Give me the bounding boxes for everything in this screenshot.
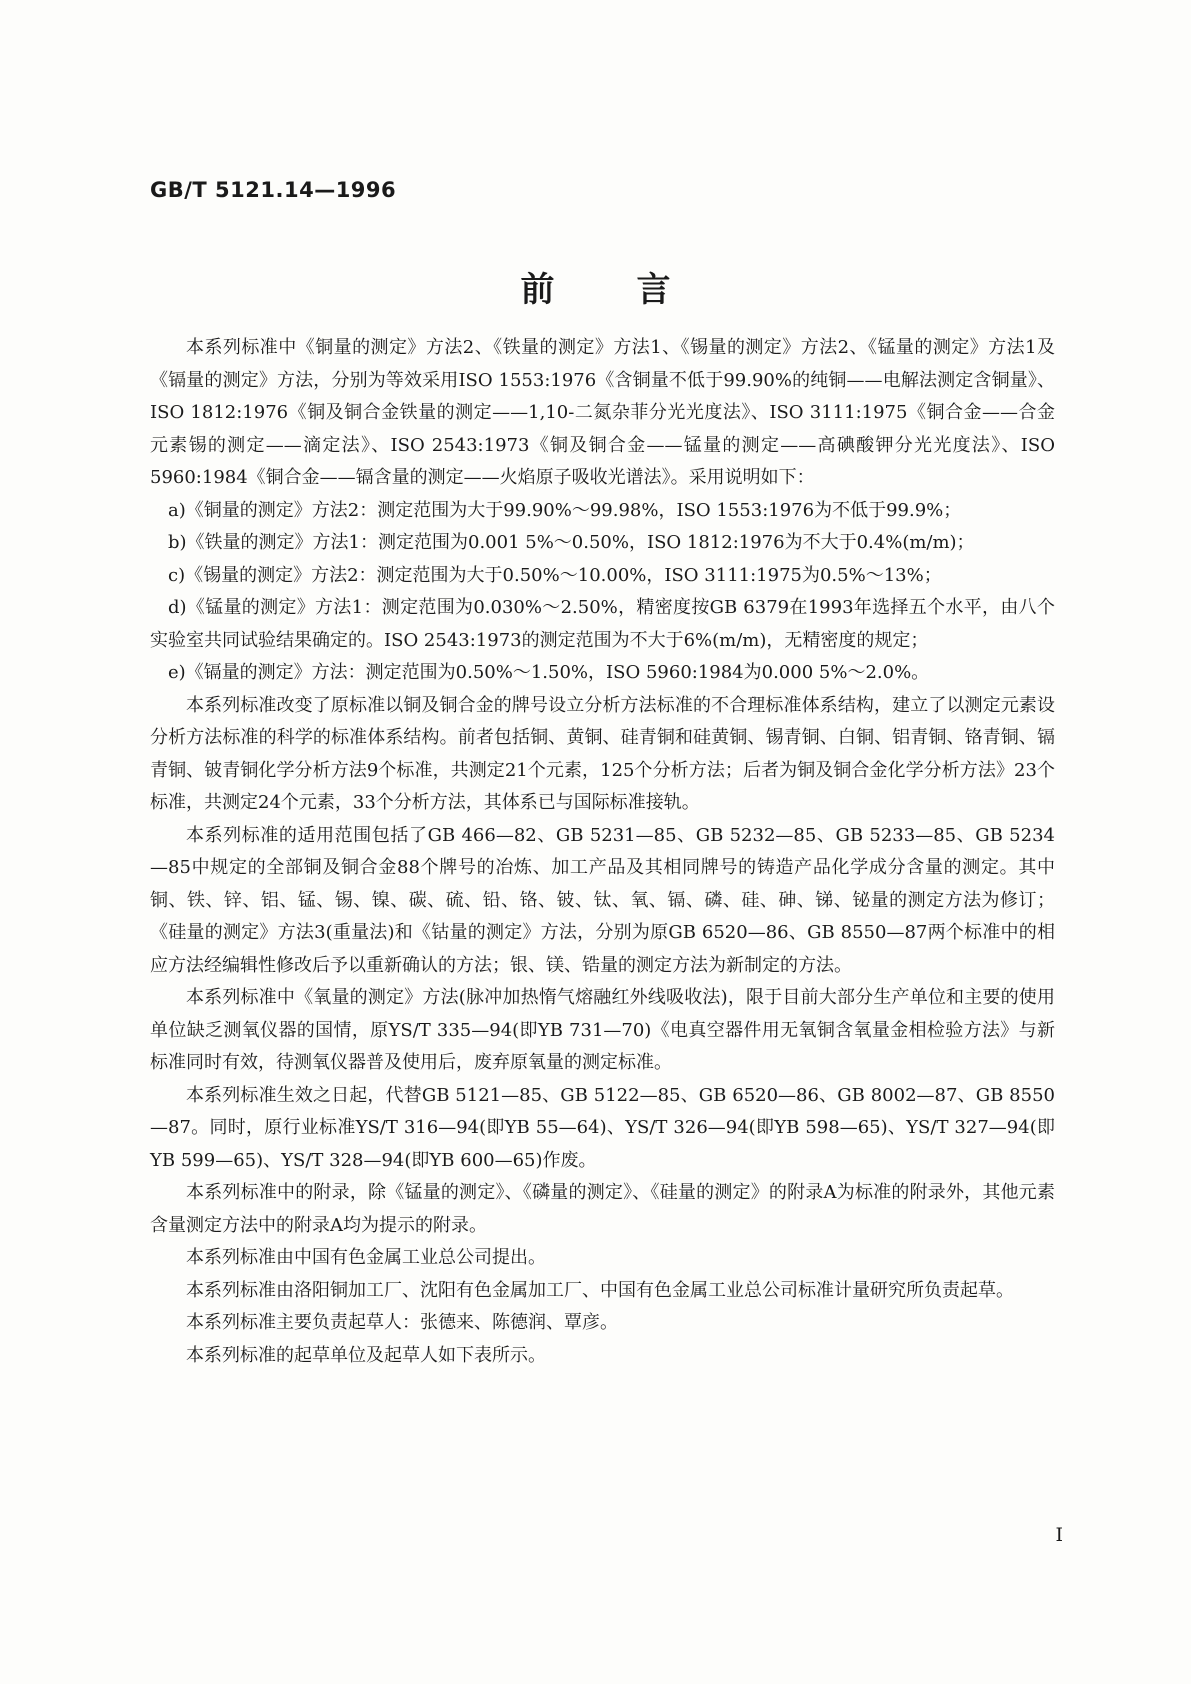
paragraph-proposer: 本系列标准由中国有色金属工业总公司提出。 xyxy=(186,1247,546,1268)
list-item-e: e)《镉量的测定》方法：测定范围为0.50%～1.50%，ISO 5960:1984为0.000 5%～2.0%。 xyxy=(168,662,930,683)
paragraph-appendix: 本系列标准中的附录，除《锰量的测定》、《磷量的测定》、《硅量的测定》的附录A为标准的附录外，其他元素含量测定方法中的附录A均为提示的附录。 xyxy=(150,1182,1055,1236)
paragraph-oxygen: 本系列标准中《氧量的测定》方法(脉冲加热惰气熔融红外线吸收法)，限于目前大部分生产单位和主要的使用单位缺乏测氧仪器的国情，原YS/T 335—94(即YB 731—70)《电真空器件用无氧铜含氧量金相检验方法》与新标准同时有效，待测氧仪器普及使用后，废弃原氧量的测定标准。 xyxy=(150,987,1055,1073)
standard-number: GB/T 5121.14—1996 xyxy=(150,178,397,202)
paragraph-replacement: 本系列标准生效之日起，代替GB 5121—85、GB 5122—85、GB 6520—86、GB 8002—87、GB 8550—87。同时，原行业标准YS/T 316—94(即YB 55—64)、YS/T 326—94(即YB 598—65)、YS/T 327—94(即YB 599—65)、YS/T 328—94(即YB 600—65)作废。 xyxy=(150,1084,1055,1171)
paragraph-table-note: 本系列标准的起草单位及起草人如下表所示。 xyxy=(186,1344,546,1366)
list-item-b: b)《铁量的测定》方法1：测定范围为0.001 5%～0.50%，ISO 1812:1976为不大于0.4%(m/m)； xyxy=(168,532,975,553)
list-item-d: d)《锰量的测定》方法1：测定范围为0.030%～2.50%，精密度按GB 6379在1993年选择五个水平，由八个实验室共同试验结果确定的。ISO 2543:1973的测定范围为不大于6%(m/m)，无精密度的规定； xyxy=(150,597,1055,651)
foreword-body xyxy=(150,332,1055,1372)
page-number: I xyxy=(1055,1524,1063,1546)
paragraph-scope: 本系列标准的适用范围包括了GB 466—82、GB 5231—85、GB 5232—85、GB 5233—85、GB 5234—85中规定的全部铜及铜合金88个牌号的冶炼、加工产品及其相同牌号的铸造产品化学成分含量的测定。其中铜、铁、锌、铝、锰、锡、镍、碳、硫、铅、铬、铍、钛、氧、镉、磷、硅、砷、锑、铋量的测定方法为修订；《硅量的测定》方法3(重量法)和《钴量的测定》方法，分别为原GB 6520—86、GB 8550—87两个标准中的相应方法经编辑性修改后予以重新确认的方法；银、镁、锆量的测定方法为新制定的方法。 xyxy=(150,824,1055,976)
paragraph-adoption-intro: 本系列标准中《铜量的测定》方法2、《铁量的测定》方法1、《锡量的测定》方法2、《锰量的测定》方法1及《镉量的测定》方法，分别为等效采用ISO 1553:1976《含铜量不低于99.90%的纯铜——电解法测定含铜量》、ISO 1812:1976《铜及铜合金铁量的测定——1,10-二氮杂菲分光光度法》、ISO 3111:1975《铜合金——合金元素锡的测定——滴定法》、ISO 2543:1973《铜及铜合金——锰量的测定——高碘酸钾分光光度法》、ISO 5960:1984《铜合金——镉含量的测定——火焰原子吸收光谱法》。采用说明如下： xyxy=(150,337,1055,488)
paragraph-structure: 本系列标准改变了原标准以铜及铜合金的牌号设立分析方法标准的不合理标准体系结构，建立了以测定元素设分析方法标准的科学的标准体系结构。前者包括铜、黄铜、硅青铜和硅黄铜、锡青铜、白铜、铝青铜、铬青铜、镉青铜、铍青铜化学分析方法9个标准，共测定21个元素，125个分析方法；后者为铜及铜合金化学分析方法》23个标准，共测定24个元素，33个分析方法，其体系已与国际标准接轨。 xyxy=(150,694,1055,813)
list-item-a: a)《铜量的测定》方法2：测定范围为大于99.90%～99.98%，ISO 1553:1976为不低于99.9%； xyxy=(168,499,962,521)
paragraph-drafting-units: 本系列标准由洛阳铜加工厂、沈阳有色金属加工厂、中国有色金属工业总公司标准计量研究所负责起草。 xyxy=(186,1279,1014,1301)
section-title: 前言 xyxy=(520,270,753,310)
paragraph-drafters: 本系列标准主要负责起草人：张德来、陈德润、覃彦。 xyxy=(186,1312,618,1333)
list-item-c: c)《锡量的测定》方法2：测定范围为大于0.50%～10.00%，ISO 3111:1975为0.5%～13%； xyxy=(168,564,942,586)
